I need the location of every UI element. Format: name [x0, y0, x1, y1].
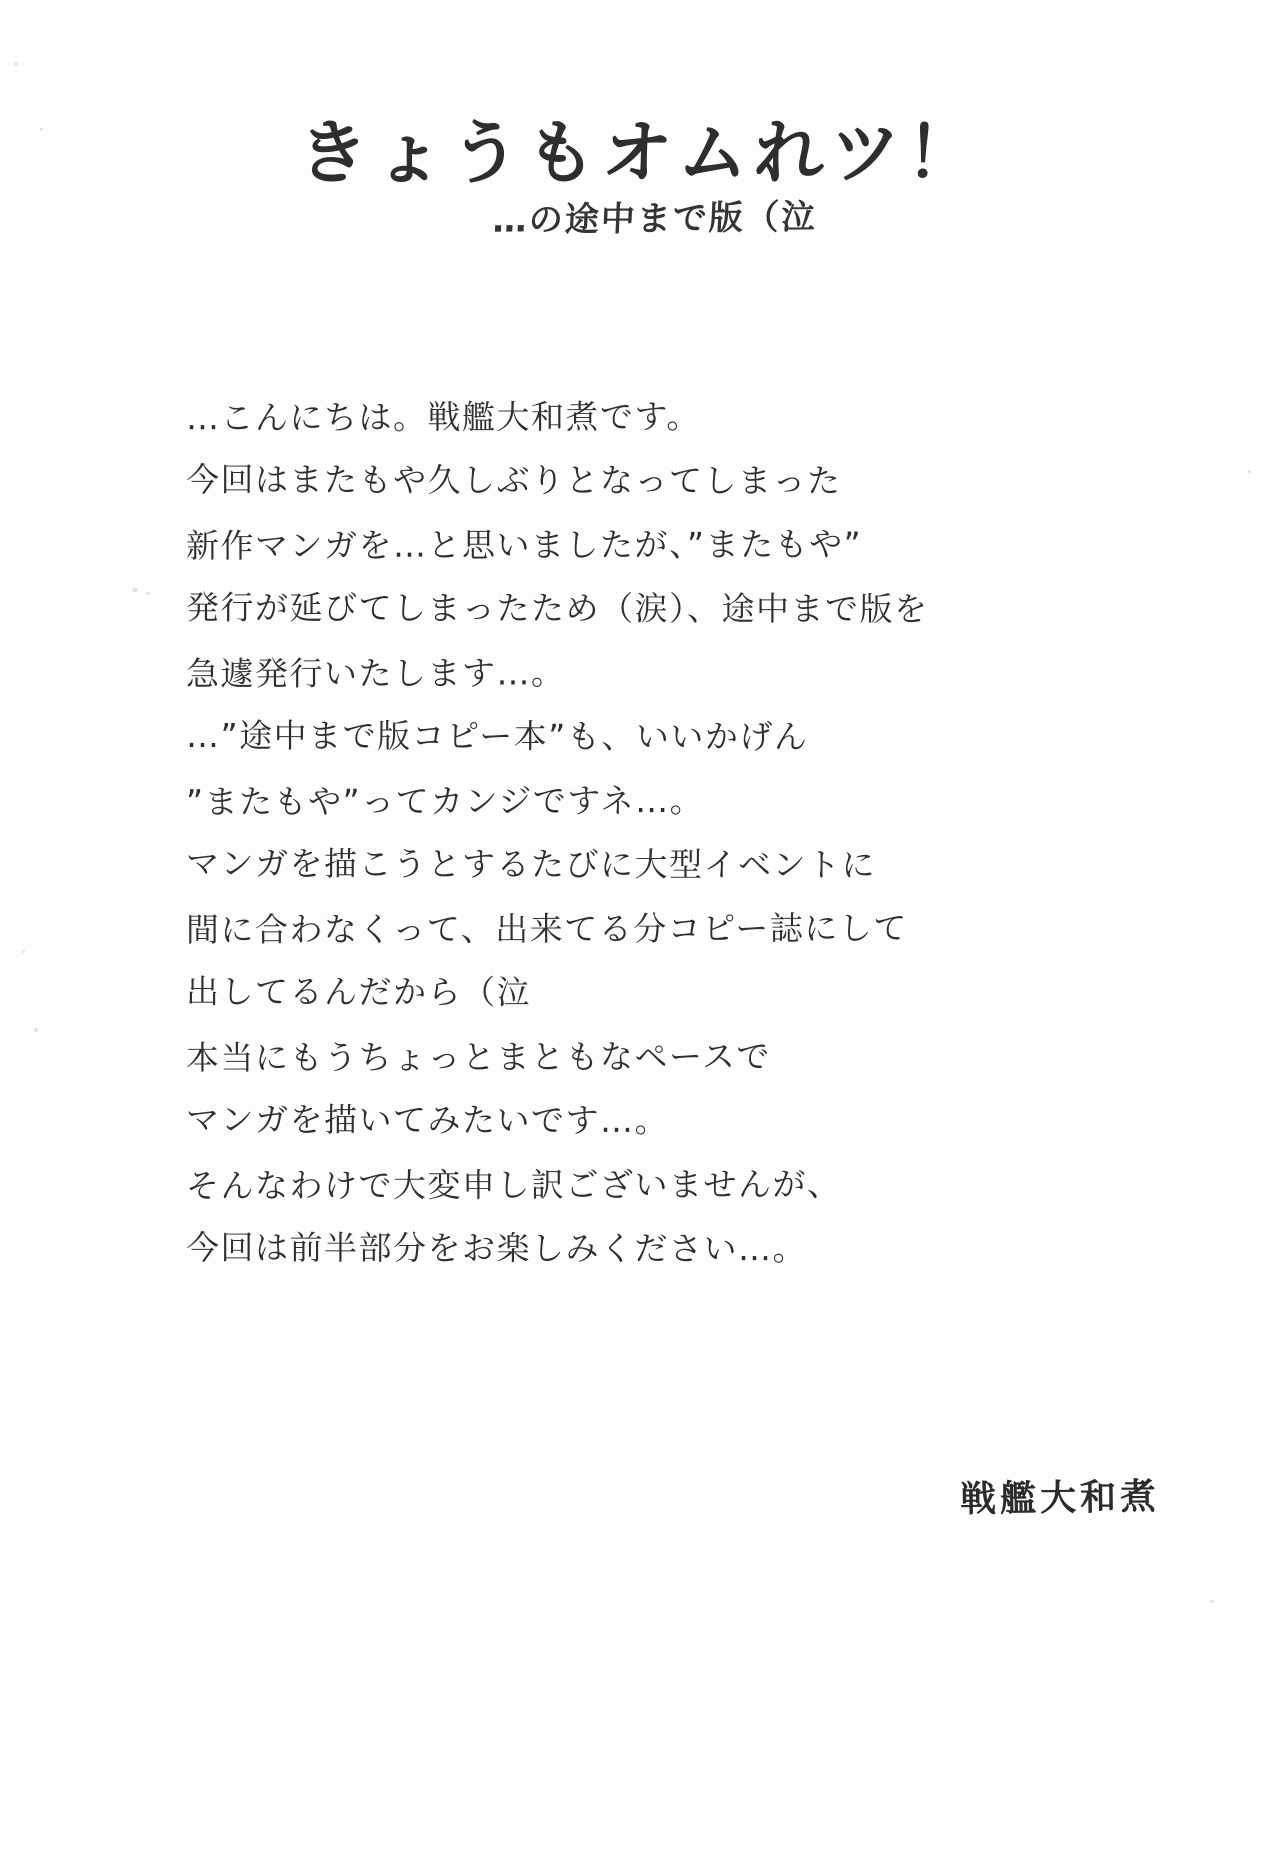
body-line: ”またもや”ってカンジですネ…。: [185, 780, 705, 822]
scan-speck: [22, 950, 25, 953]
page-title: きょうもオムれツ！: [296, 112, 984, 194]
body-line: 間に合わなくって、出来てる分コピー誌にして: [185, 908, 908, 950]
body-line: …”途中まで版コピー本”も、いいかげん: [185, 715, 809, 757]
body-line: …こんにちは。戦艦大和煮です。: [185, 396, 701, 438]
body-line: 新作マンガを…と思いましたが、”またもや”: [185, 524, 863, 566]
scan-speck: [1248, 470, 1251, 473]
page-subtitle: …の途中まで版（泣: [491, 197, 818, 242]
body-line: 発行が延びてしまったため（涙）、途中まで版を: [185, 587, 929, 629]
author-signature: 戦艦大和煮: [959, 1476, 1161, 1521]
body-line: 今回は前半部分をお楽しみください…。: [185, 1227, 808, 1269]
scan-speck: [146, 592, 150, 595]
body-line: 本当にもうちょっとまともなペースで: [185, 1036, 771, 1078]
body-line: マンガを描いてみたいです…。: [185, 1099, 670, 1140]
scan-speck: [34, 1028, 38, 1032]
scan-speck: [132, 588, 138, 592]
body-line: そんなわけで大変申し訳ございませんが、: [185, 1164, 842, 1206]
body-line: マンガを描こうとするたびに大型イベントに: [185, 843, 877, 885]
body-line: 出してるんだから（泣: [185, 971, 532, 1012]
body-line: 急遽発行いたします…。: [185, 653, 566, 694]
afterword-body: [186, 385, 1186, 1281]
title-block: [0, 112, 1280, 242]
body-line: 今回はまたもや久しぶりとなってしまった: [185, 459, 842, 501]
scan-speck: [14, 62, 18, 66]
scan-speck: [1210, 1600, 1214, 1603]
